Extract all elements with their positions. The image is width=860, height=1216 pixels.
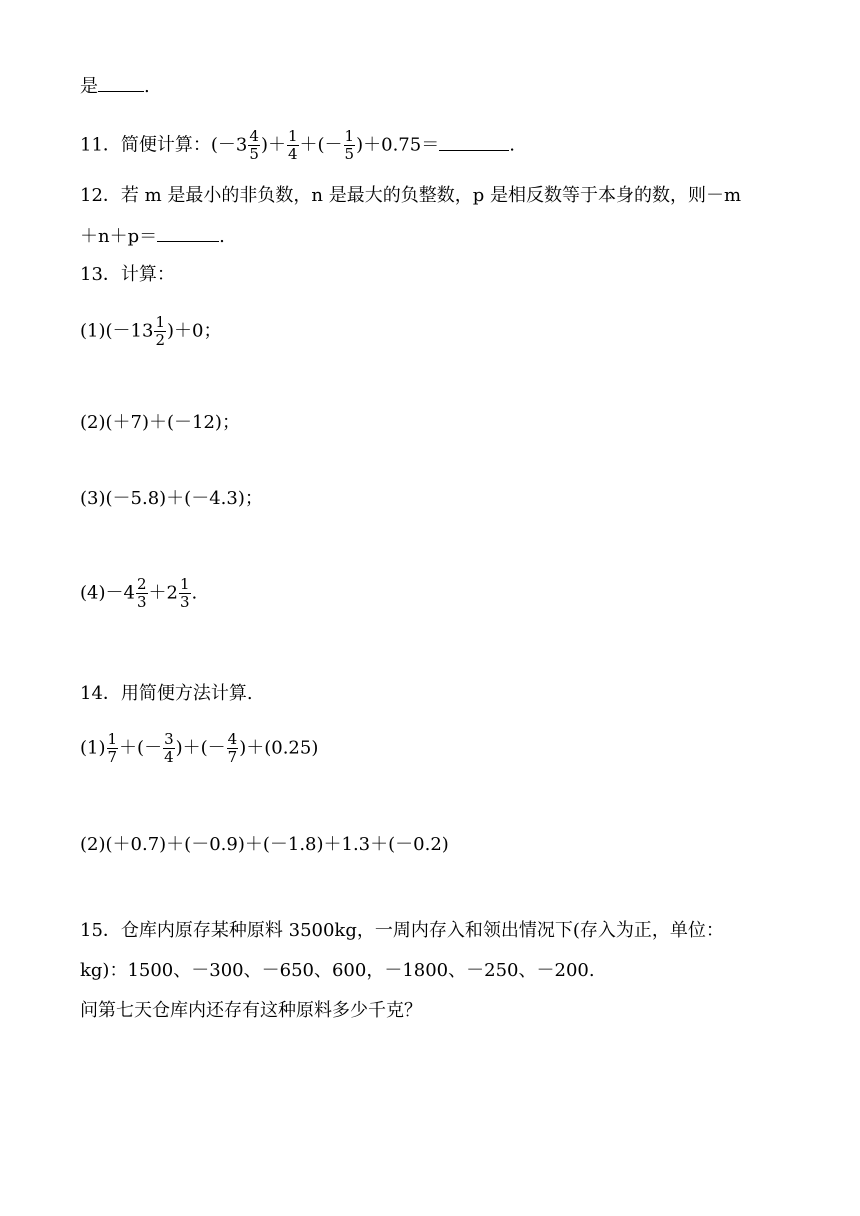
q11-part: (－3 — [210, 134, 248, 156]
q11-part: )＋ — [260, 134, 286, 156]
q14-part: (1) — [80, 737, 106, 759]
fraction-denominator: 4 — [164, 748, 174, 766]
fraction-numerator: 4 — [227, 730, 238, 748]
q14-part: (2)(＋0.7)＋(－0.9)＋(－1.8)＋1.3＋(－0.2) — [80, 834, 449, 855]
q13-item-1 — [80, 314, 221, 349]
q13-part: )＋0； — [166, 320, 222, 342]
q13-part: . — [191, 582, 198, 604]
fraction-denominator: 5 — [249, 145, 259, 163]
q11-end: . — [509, 134, 515, 156]
q13-part: ＋2 — [148, 582, 178, 604]
fraction — [163, 731, 175, 766]
q13-part: (3)(－5.8)＋(－4.3)； — [80, 488, 263, 509]
q13-part: (2)(＋7)＋(－12)； — [80, 412, 240, 433]
q13-part: (1)(－13 — [80, 320, 154, 342]
fraction-numerator: 2 — [136, 575, 147, 593]
fraction-denominator: 7 — [227, 748, 238, 766]
fraction-denominator: 2 — [155, 331, 165, 349]
q11-part: )＋0.75＝ — [356, 134, 440, 156]
answer-blank — [439, 134, 509, 151]
fraction-denominator: 3 — [136, 593, 147, 611]
fraction-numerator: 4 — [249, 127, 259, 145]
question-14-heading — [80, 681, 253, 707]
q14-item-1 — [80, 731, 318, 766]
q12-text: 12．若 m 是最小的非负数，n 是最大的负整数，p 是相反数等于本身的数，则－m — [80, 185, 742, 206]
question-15-line1 — [80, 918, 724, 944]
fraction-numerator: 1 — [287, 127, 298, 145]
q13-item-4 — [80, 576, 197, 611]
fraction — [344, 128, 356, 163]
fraction-numerator: 1 — [107, 730, 118, 748]
answer-blank — [98, 75, 144, 92]
fraction-denominator: 3 — [179, 593, 190, 611]
q11-number: 11． — [80, 134, 121, 156]
fraction-denominator: 5 — [344, 145, 355, 163]
q11-part: ＋(－ — [299, 134, 343, 156]
question-15-line3 — [80, 998, 422, 1024]
q12-text: ＋n＋p＝ — [80, 226, 158, 247]
question-15-line2 — [80, 958, 595, 984]
q14-heading: 14．用简便方法计算. — [80, 683, 253, 704]
q15-text: kg)：1500、－300、－650、600，－1800、－250、－200. — [80, 960, 595, 981]
fraction — [154, 314, 166, 349]
q13-heading: 13．计算： — [80, 264, 175, 285]
q14-part: )＋(0.25) — [239, 737, 319, 759]
question-13-heading — [80, 262, 175, 288]
question-12-line1 — [80, 183, 741, 209]
q14-part: )＋(－ — [175, 737, 226, 759]
q11-label: 简便计算： — [120, 134, 211, 156]
q10-tail — [80, 74, 150, 100]
fraction-denominator: 7 — [107, 748, 118, 766]
q12-end: . — [219, 226, 225, 247]
fraction — [287, 128, 299, 163]
q13-item-2 — [80, 410, 240, 436]
fraction-numerator: 1 — [344, 127, 355, 145]
question-12-line2 — [80, 224, 225, 250]
fraction — [227, 731, 239, 766]
fraction-denominator: 4 — [287, 145, 298, 163]
q15-text: 问第七天仓库内还存有这种原料多少千克？ — [80, 1000, 422, 1021]
q14-item-2 — [80, 832, 449, 858]
q10-tail-end: . — [144, 76, 150, 97]
fraction-numerator: 1 — [179, 575, 190, 593]
answer-blank — [157, 225, 219, 242]
fraction-numerator: 1 — [155, 313, 165, 331]
q13-item-3 — [80, 486, 263, 512]
fraction — [179, 576, 191, 611]
fraction — [107, 731, 119, 766]
q13-part: (4)－4 — [80, 582, 135, 604]
q15-text: 15．仓库内原存某种原料 3500kg，一周内存入和领出情况下(存入为正，单位： — [80, 920, 724, 941]
fraction-numerator: 3 — [164, 730, 174, 748]
q10-tail-text: 是 — [80, 76, 98, 97]
question-11 — [80, 128, 515, 163]
q14-part: ＋(－ — [119, 737, 163, 759]
fraction — [136, 576, 148, 611]
fraction — [248, 128, 260, 163]
